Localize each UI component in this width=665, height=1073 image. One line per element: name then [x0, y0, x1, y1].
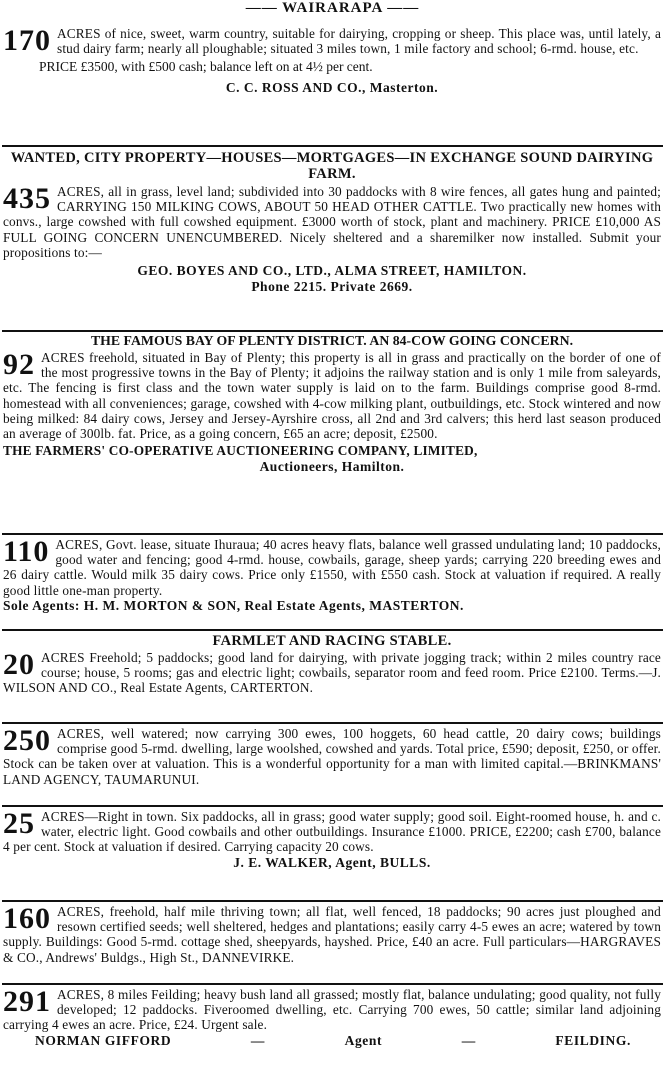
listing-110-acres: [3, 537, 661, 614]
listing-agent: GEO. BOYES AND CO., LTD., ALMA STREET, HAMILTON.: [137, 263, 527, 279]
acreage-number: 92: [3, 348, 35, 381]
acreage-number: 20: [3, 648, 35, 681]
listing-text-block: [3, 987, 661, 1033]
listing-text-block: [3, 809, 661, 855]
listing-text-block: [3, 726, 661, 787]
divider: [2, 629, 663, 631]
agent-name: NORMAN GIFFORD: [35, 1032, 172, 1048]
listing-text-block: [3, 650, 661, 696]
listing-description: ACRES—Right in town. Six paddocks, all in grass; good water supply; good soil. Eight-roomed house, h. and c. water, electric light. Good cowbails and other outbuildings. Insurance £1000. PRICE, £2200; cash £700, balance 4 per cent. Stock at valuation if desired. Carrying capacity 20 cows.: [3, 809, 661, 855]
listing-text-block: [3, 26, 661, 56]
divider: [2, 533, 663, 535]
listing-heading: THE FAMOUS BAY OF PLENTY DISTRICT. AN 84-COW GOING CONCERN.: [90, 333, 574, 348]
divider: [2, 805, 663, 807]
acreage-number: 291: [3, 985, 51, 1018]
listing-agent: J. E. WALKER, Agent, BULLS.: [233, 854, 431, 870]
listing-92-acres: [3, 333, 661, 475]
acreage-number: 250: [3, 724, 51, 757]
listing-description: ACRES, all in grass, level land; subdivided into 30 paddocks with 8 wire fences, all gates hung and painted; CARRYING 150 MILKING COWS, ABOUT 50 HEAD OTHER CATTLE. Two practically new homes with convs., large cowshed with full cowshed equipment. £3000 worth of stock, plant and machinery. PRICE £10,000 AS FULL GOING CONCERN UNENCUMBERED. Nicely sheltered and a sharemilker now installed. Submit your propositions to:—: [3, 184, 661, 260]
listing-250-acres: [3, 726, 661, 787]
divider: [2, 330, 663, 332]
listing-description: ACRES, Govt. lease, situate Ihuraua; 40 acres heavy flats, balance well grassed undulating land; 10 paddocks, good water and fencing; good 4-rmd. house, cowbails, garage, sheep yards; carrying 220 breeding ewes and 26 dairy cattle. Would milk 35 dairy cows. Price only £1550, with £550 cash. Stock at valuation if required. A really good little one-man property.: [3, 537, 661, 598]
listing-description: ACRES, well watered; now carrying 300 ewes, 100 hoggets, 60 head cattle, 20 dairy cows; buildings comprise good 5-rmd. dwelling, large woolshed, cowshed and yards. Total price, £590; deposit, £250, or offer. Stock can be taken over at valuation. This is a wonderful opportunity for a man with limited capital.—BRINKMANS' LAND AGENCY, TAUMARUNUI.: [3, 726, 661, 787]
listing-160-acres: [3, 904, 661, 965]
listing-description: ACRES freehold, situated in Bay of Plenty; this property is all in grass and practically on the border of one of the most progressive towns in the Bay of Plenty; it adjoins the railway station and is only 1 mile from saleyards, etc. The fencing is first class and the town water supply is laid on to the farm. Buildings comprise good 8-rmd. homestead with all conveniences; garage, cowshed with 4-cow milking plant, outbuildings, etc. Stock wintered and now being milked: 84 dairy cows, Jersey and Jersey-Ayrshire cross, all 2nd and 3rd calvers; this herd last season produced an average of 300lb. fat. Price, as a going concern, £65 an acre; deposit, £2500.: [3, 350, 661, 442]
acreage-number: 110: [3, 535, 50, 568]
listing-text-block: [3, 904, 661, 965]
acreage-number: 170: [3, 24, 51, 57]
listing-291-acres: [3, 987, 661, 1049]
listing-agent-row: [3, 1033, 661, 1049]
listing-170-acres: [3, 26, 661, 96]
listing-25-acres: [3, 809, 661, 871]
listing-agent: C. C. ROSS AND CO., Masterton.: [225, 80, 439, 96]
divider: [2, 900, 663, 902]
listing-price: PRICE £3500, with £500 cash; balance left on at 4½ per cent.: [39, 59, 373, 75]
listing-heading: WANTED, CITY PROPERTY—HOUSES—MORTGAGES—IN EXCHANGE SOUND DAIRYING FARM.: [10, 150, 654, 182]
acreage-number: 435: [3, 182, 51, 215]
agent-dash: —: [250, 1032, 265, 1048]
listing-agent: THE FARMERS' CO-OPERATIVE AUCTIONEERING COMPANY, LIMITED,: [3, 443, 478, 459]
listing-description: ACRES, freehold, half mile thriving town; all flat, well fenced, 18 paddocks; 90 acres just ploughed and resown certified seeds; well sheltered, hedges and plantations; easily carry 4-5 ewes an acre; watered by town supply. Buildings: Good 5-rmd. cottage shed, sheepyards, hayshed. Price, £40 an acre. Full particulars—HARGRAVES & CO., Andrews' Buldgs., High St., DANNEVIRKE.: [3, 904, 661, 965]
listing-435-acres: [3, 150, 661, 295]
acreage-number: 160: [3, 902, 51, 935]
listing-description: ACRES Freehold; 5 paddocks; good land for dairying, with private jogging track; within 2 miles country race course; house, 5 rooms; gas and electric light; cowbails, separator room and feed room. Price £2100. Terms.—J. WILSON AND CO., Real Estate Agents, CARTERTON.: [3, 650, 661, 696]
acreage-number: 25: [3, 807, 35, 840]
section-header: —— WAIRARAPA ——: [245, 0, 420, 16]
agent-role: Agent: [344, 1032, 383, 1048]
listing-text-block: [3, 537, 661, 598]
listing-description: ACRES, 8 miles Feilding; heavy bush land all grassed; mostly flat, balance undulating; good quality, not fully developed; 12 paddocks. Fiveroomed dwelling, etc. Carrying 700 ewes, 50 cattle; similar land adjoining carrying 4 ewes an acre. Price, £24. Urgent sale.: [3, 987, 661, 1033]
agent-dash: —: [461, 1032, 476, 1048]
listing-20-acres: [3, 633, 661, 696]
listing-text-block: [3, 350, 661, 441]
listing-heading: FARMLET AND RACING STABLE.: [212, 633, 452, 649]
listing-description: ACRES of nice, sweet, warm country, suitable for dairying, cropping or sheep. This place was, until lately, a stud dairy farm; nearly all ploughable; situated 3 miles town, 1 mile factory and school; 6-rmd. house, etc.: [57, 26, 661, 57]
agent-town: FEILDING.: [555, 1032, 631, 1048]
listing-text-block: [3, 184, 661, 260]
divider: [2, 722, 663, 724]
listing-agent-role: Auctioneers, Hamilton.: [259, 459, 405, 475]
listing-phone: Phone 2215. Private 2669.: [251, 279, 413, 295]
divider: [2, 145, 663, 147]
divider: [2, 983, 663, 985]
listing-agent: Sole Agents: H. M. MORTON & SON, Real Estate Agents, MASTERTON.: [3, 597, 464, 613]
